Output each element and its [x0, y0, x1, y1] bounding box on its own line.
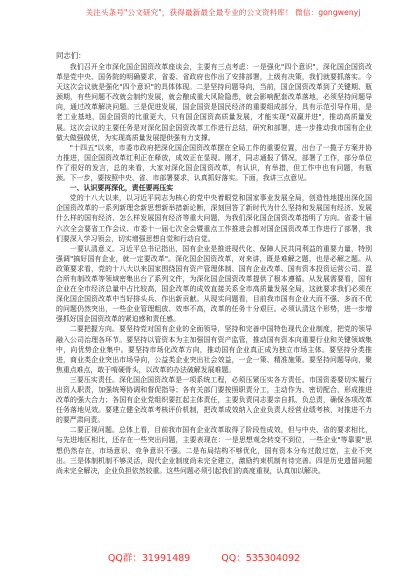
paragraph-intro: 我们召开全市深化国企国资改革座谈会，主要有三点考虑：一是强化"四个意识"，深化国企国资改革是党中央、国务院的明确要求，省委、省政府也作出了安排部署，上级有决策，我们就要抓落实。今天这次会议就是强化"四个意识"的具体体现。二是坚持问题导向，当前，国企国资改革到了关键期、瓶颈期，有些问题不改就会制约发展，就会酿成重大风险隐患，就会影响配套改革落地，必须坚持问题导向，通过改革解决问题。三是促进发展，国企国资是国民经济的重要组成部分，具有示范引导作用，是老工业基地，国企国资的比重更大，只有国企国资高质量发展，才能实现"双赢并进"，推动高质量发展。这次会议的主要任务是对深化国企国资改革工作进行总结，研究和部署，进一步推动我市国有企业做大做强做优，为实现高质量发展提供强有力支撑。: [56, 63, 372, 142]
footer-contact: [0, 550, 408, 564]
paragraph-party-18th: 党的十八大以来，以习近平同志为核心的党中央着眼党和国家事业发展全局，创造性地提出深化国企国资改革的一系列新理念新思想新举措新论断，深刻回答了新时代为什么坚持和发展国有经济、发展什么样的国有经济、怎么样发展国有经济等重大问题，为我们深化国企国资改革指明了方向。省委十届六次全会要省工作会议、市委十一届七次全会暨重点工作推进会都对国企国资改革工作进行了部署，我们要深入学习领会，切实增强思想自觉和行动自觉。: [56, 194, 372, 243]
greeting: 同志们：: [56, 51, 86, 60]
paragraph-14th-five-year: "十四五"以来，市委市政府把深化国企国资改革摆在全局工作的重要位置，出台了一揽子方案并协力推进，国企国资改革红利正在释放，成效正在显现。刚才，同志通报了情况，部署了工作，部分单位作了很好的发言，总的来看，大家对深化国企国资改革，有认识，有举措，但工作中也有问题，有瓶颈。下一步，要按照中央、省、市部署要求，认真抓好落实。下面，我讲三点意见。: [56, 143, 372, 183]
qq-number: QQ：535304092: [221, 553, 301, 564]
section-heading-1: 一、认识要再深化，责任要再压实: [69, 184, 174, 193]
header-note: 关注头条号"公文研究"，获得最新最全最专业的公文资料库！ 微信：gongwenyj: [85, 8, 361, 17]
document-body: [56, 62, 372, 544]
paragraph-face-problems: 二要正视问题。总体上看，目前我市国有企业改革取得了阶段性成效，但与中央、省的要求相比，与先进地区相比，还存在一些突出问题，主要表现在：一是思想观念转变不到位，一些企业"等靠要"思想仍然存在，市场意识、竞争意识不强。二是布局结构不够优化，国有资本分布过散过宽，主业不突出。三是体制机制不够灵活，现代企业制度尚未完全建立，激励约束机制有待完善。四是历史遗留问题尚未完全解决，企业负担依然较重。这些问题必须引起我们的高度重视，认真加以解决。: [56, 426, 372, 475]
paragraph-grasp-direction: 二要把握方向。要坚持党对国有企业的全面领导，坚持和完善中国特色现代企业制度，把党的领导融入公司治理各环节。要坚持以管资本为主加强国有资产监管，推动国有资本向重要行业和关键领域集中，向优势企业集中。要坚持市场化改革方向，推动国有企业真正成为独立市场主体。要坚持分类推进，商业类企业突出市场导向，公益类企业突出社会效益，一企一策、精准施策。要坚持问题导向，聚焦重点难点，敢于啃硬骨头，以改革的办法破解发展难题。: [56, 325, 372, 374]
paragraph-compact-responsibility: 三要压实责任。深化国企国资改革是一项系统工程，必须压紧压实各方责任。市国资委要切实履行出资人职责，加强统筹协调和督促指导；各有关部门要按照职责分工，主动作为、密切配合，形成推进改革的强大合力；各国有企业党组织要扛起主体责任，主要负责同志要亲自抓、负总责，确保各项改革任务落地见效。要建立健全改革考核评价机制，把改革成效纳入企业负责人经营业绩考核，对推进不力的要严肃问责。: [56, 375, 372, 425]
paragraph-recognize-significance: 一要认清意义。习近平总书记指出，国有企业是推进现代化、保障人民共同利益的重要力量，特别强调"搞好国有企业，就一定要改革"。深化国企国资改革，对来讲，既是难解之题，也是必解之题。从政策要求看，党的十八大以来国家围绕国有资产管理体制、国有企业改革、国有资本投资运营公司、混合所有制改革等领域密集出台了系列文件，为深化国企国资改革提供了根本遵循。从发展需要看，国有企业在全市经济总量中占比较高，国企改革的成效直接关系全市高质量发展全局，这就要求我们必须在深化国企国资改革中当好排头兵、作出新贡献。从现实问题看，目前我市国有企业大而不强、多而不优的问题仍然突出，一些企业管理粗放、效率不高，改革的任务十分艰巨。必须认清这个形势，进一步增强抓好国企国资改革的紧迫感和责任感。: [56, 244, 372, 324]
qq-group: QQ群：31991489: [107, 553, 191, 564]
